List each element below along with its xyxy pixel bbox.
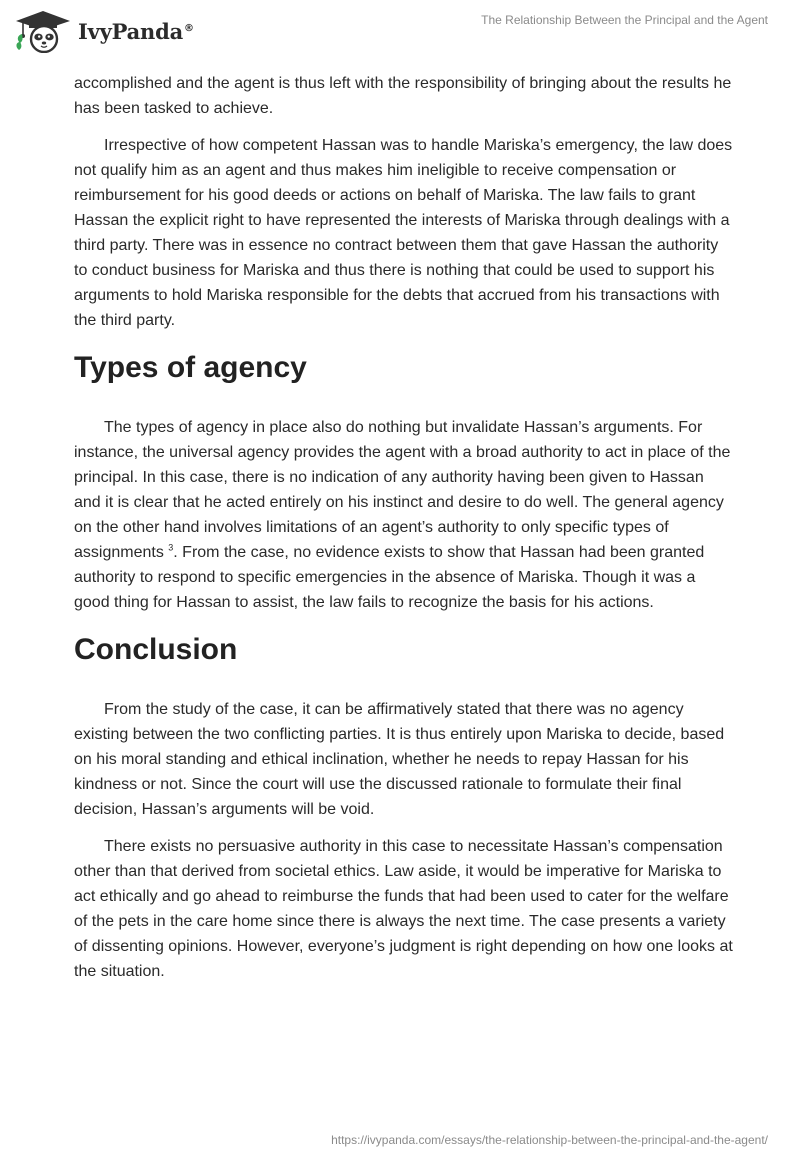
panda-mascot-icon xyxy=(14,9,72,53)
source-url[interactable]: https://ivypanda.com/essays/the-relationship-between-the-principal-and-the-agent/ xyxy=(331,1133,768,1147)
logo-wordmark: IvyPanda® xyxy=(78,18,194,44)
registered-mark: ® xyxy=(184,22,194,34)
essay-body xyxy=(74,71,734,996)
paragraph-conclusion-1: From the study of the case, it can be affirmatively stated that there was no agency existing between the two conflicting parties. It is thus entirely upon Mariska to decide, based on his moral standing and ethical inclination, whether he needs to repay Hassan for his kindness or not. Since the court will use the discussed rationale to formulate their final decision, Hassan’s arguments will be void. xyxy=(74,701,725,818)
page-header xyxy=(0,0,800,62)
paragraph-types-of-agency xyxy=(74,415,734,615)
paragraph-text-part-2: . From the case, no evidence exists to show that Hassan had been granted authority to respond to specific emergencies in the absence of Mariska. Though it was a good thing for Hassan to assist, the law fails to recognize the basis for his actions. xyxy=(74,544,705,611)
document-title: The Relationship Between the Principal and the Agent xyxy=(481,13,768,27)
paragraph-hassan-competence: Irrespective of how competent Hassan was to handle Mariska’s emergency, the law does not qualify him as an agent and thus makes him ineligible to receive compensation or reimbursement for his good deeds or actions on behalf of Mariska. The law fails to grant Hassan the explicit right to have represented the interests of Mariska through dealings with a third party. There was in essence no contract between them that gave Hassan the authority to conduct business for Mariska and thus there is nothing that could be used to support his arguments to hold Mariska responsible for the debts that accrued from his transactions with the third party. xyxy=(74,137,733,329)
ivypanda-logo[interactable] xyxy=(14,9,194,53)
paragraph-text-part-1: The types of agency in place also do nothing but invalidate Hassan’s arguments. For instance, the universal agency provides the agent with a broad authority to act in place of the principal. In this case, there is no indication of any authority having been given to Hassan and it is clear that he acted entirely on his instinct and desire to do well. The general agency on the other hand involves limitations of an agent’s authority to only specific types of assignments xyxy=(74,419,731,561)
paragraph-conclusion-2: There exists no persuasive authority in this case to necessitate Hassan’s compensation other than that derived from societal ethics. Law aside, it would be imperative for Mariska to act ethically and go ahead to reimburse the funds that had been used to cater for the welfare of the pets in the care home since there is always the next time. The case presents a variety of dissenting opinions. However, everyone’s judgment is right depending on how one looks at the situation. xyxy=(74,838,733,980)
paragraph-continued: accomplished and the agent is thus left with the responsibility of bringing about the results he has been tasked to achieve. xyxy=(74,75,732,117)
footnote-reference[interactable]: 3 xyxy=(168,542,174,553)
heading-conclusion: Conclusion xyxy=(74,633,238,666)
heading-types-of-agency: Types of agency xyxy=(74,351,307,384)
